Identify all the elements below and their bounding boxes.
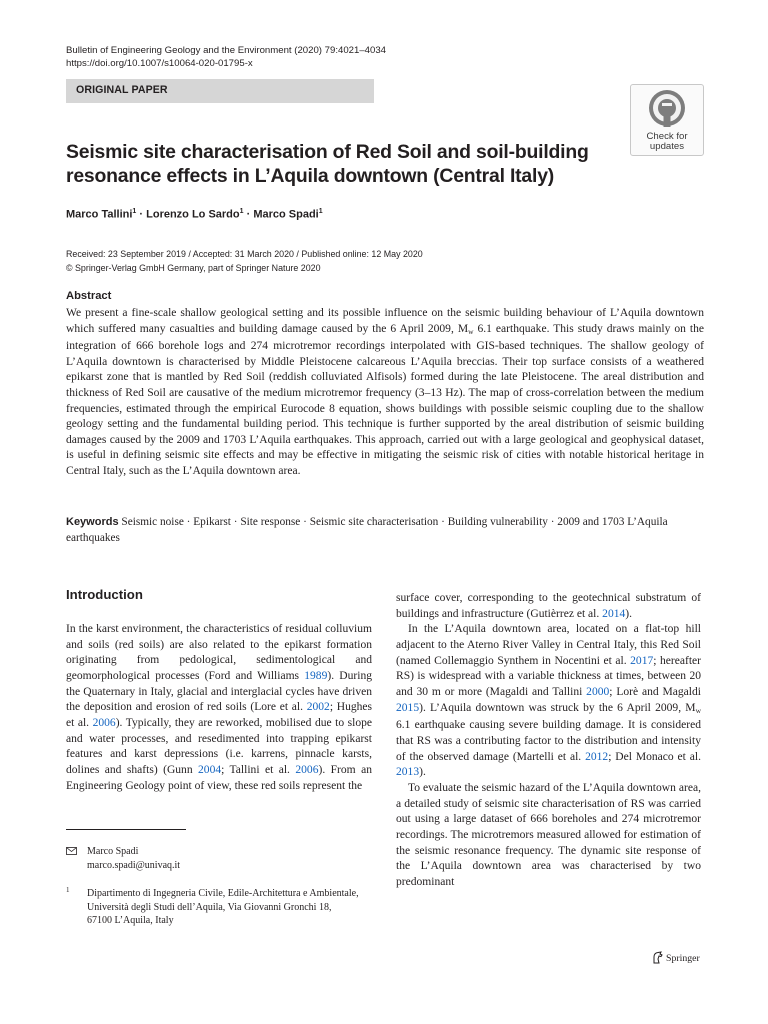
publisher-name: Springer	[666, 953, 700, 964]
citation-link[interactable]: 2013	[396, 766, 420, 779]
footnote-divider	[66, 829, 186, 830]
copyright-icon: ©	[66, 263, 73, 273]
intro-column-right	[396, 591, 701, 890]
citation-link[interactable]: 2002	[306, 701, 330, 714]
contact-email[interactable]: marco.spadi@univaq.it	[87, 859, 181, 871]
intro-paragraph: To evaluate the seismic hazard of the L’Aquila downtown area, a detailed study of seismic site characterisation of RS was carried out using a large dataset of 666 boreholes and 274 microtremor recordings. The microtremors measured allowed for estimation of the seismic resonance frequency. The dynamic site response of the L’Aquila downtown area was characterised by two predominant	[396, 781, 701, 888]
citation-link[interactable]: 2006	[295, 763, 319, 776]
keyword: Site response	[240, 516, 301, 528]
contact-name: Marco Spadi	[87, 846, 139, 857]
doi-link[interactable]: https://doi.org/10.1007/s10064-020-01795-x	[66, 58, 253, 70]
keyword: Seismic site characterisation	[309, 516, 439, 528]
journal-header	[66, 44, 386, 71]
citation-link[interactable]: 2012	[585, 750, 609, 763]
citation-link[interactable]: 2017	[630, 654, 654, 667]
citation-link[interactable]: 2004	[198, 763, 222, 776]
author-name[interactable]: Lorenzo Lo Sardo	[146, 208, 240, 221]
corresponding-author	[66, 845, 180, 873]
keyword: Seismic noise	[121, 516, 184, 528]
envelope-icon	[66, 847, 77, 855]
affiliation: 1 Dipartimento di Ingegneria Civile, Edile-Architettura e Ambientale, Università degli Studi dell’Aquila, Via Giovanni Gronchi 18, 67100 L’Aquila, Italy	[66, 886, 359, 926]
copyright-line: © Springer-Verlag GmbH Germany, part of Springer Nature 2020	[66, 263, 321, 273]
keyword: Building vulnerability	[447, 516, 548, 528]
publication-history	[66, 247, 423, 275]
paper-title: Seismic site characterisation of Red Soil and soil-building resonance effects in L’Aquila downtown (Central Italy)	[66, 141, 589, 187]
check-for-updates-label: Check for updates	[646, 131, 688, 152]
author-name[interactable]: Marco Spadi	[253, 208, 319, 221]
keywords: Keywords Seismic noise · Epikarst · Site response · Seismic site characterisation · Building vulnerability · 2009 and 1703 L’Aquila earthquakes	[66, 516, 668, 544]
citation-link[interactable]: 2015	[396, 701, 420, 714]
affiliation-number: 1	[66, 886, 70, 894]
paper-type-label: ORIGINAL PAPER	[76, 84, 168, 96]
author-affiliation-mark: 1	[318, 208, 323, 215]
dates-line: Received: 23 September 2019 / Accepted: 31 March 2020 / Published online: 12 May 2020	[66, 249, 423, 259]
citation-link[interactable]: 2006	[92, 716, 116, 729]
citation-link[interactable]: 2014	[602, 607, 626, 620]
keyword: 2009 and 1703 L’Aquila earthquakes	[66, 516, 668, 544]
intro-paragraph: In the L’Aquila downtown area, located on a flat-top hill adjacent to the Aterno River Valley in Central Italy, this Red Soil (named Collemaggio Synthem in Nocentini et al. 2017; hereafter RS) is widespread with a variable thickness at times, between 20 and 30 m or more (Magaldi and Tallini 2000; Lorè and Magaldi 2015). L’Aquila downtown was struck by the 6 April 2009, $M_w$ 6.1 earthquake causing severe building damage. It is considered that RS was a contributing factor to the distribution and intensity of the observed damage (Martelli et al. 2012; Del Monaco et al. 2013).	[396, 623, 701, 779]
author-name[interactable]: Marco Tallini	[66, 208, 133, 221]
citation-link[interactable]: 2000	[586, 685, 610, 698]
author-list	[66, 208, 323, 221]
keywords-heading: Keywords	[66, 516, 119, 528]
crossmark-icon	[647, 88, 687, 128]
springer-horse-icon	[652, 951, 664, 964]
publisher-logo	[652, 951, 700, 964]
author-affiliation-mark: 1	[132, 208, 137, 215]
author-separator: ·	[139, 208, 144, 221]
author-affiliation-mark: 1	[239, 208, 244, 215]
journal-citation: Bulletin of Engineering Geology and the Environment (2020) 79:4021–4034	[66, 45, 387, 56]
abstract-heading: Abstract	[66, 290, 112, 302]
citation-link[interactable]: 1989	[304, 669, 328, 682]
intro-paragraph: surface cover, corresponding to the geotechnical substratum of buildings and infrastructure (Gutièrrez et al. 2014).	[396, 592, 701, 620]
abstract-text: We present a fine-scale shallow geological setting and its possible influence on the seismic building behaviour of L’Aquila downtown which suffered many casualties and building damage caused by the 6 April 2009, $M_w$ 6.1 earthquake. This study draws mainly on the integration of 666 borehole logs and 274 microtremor recordings interpolated with GIS-based techniques. The shallow geology of L’Aquila downtown is characterised by Middle Pleistocene calcareous L’Aquila breccias. Their top surface consists of a weathered epikarst zone that is mantled by Red Soil (reddish colluviated Alfisols) formed during the late Pleistocene. The areal distribution and thickness of Red Soil are causative of the medium microtremor frequency (3–13 Hz). The map of cross-correlation between the medium frequencies, estimated through the empirical Eurocode 8 equation, shows buildings with possible seismic coupling due to the shallow geology setting and the fundamental building period. This technique is further supported by the areal distribution of seismic building damages caused by the 2009 and 1703 L’Aquila earthquakes. This approach, carried out with a large geological and geophysical dataset, is useful in defining seismic site effects and may be effective in mitigating the seismic risk of cities with notable historical heritage in Central Italy, such as the L’Aquila downtown area.	[66, 307, 705, 477]
keyword: Epikarst	[193, 516, 231, 528]
author-separator: ·	[246, 208, 251, 221]
introduction-heading: Introduction	[66, 587, 143, 602]
paper-type-banner	[66, 79, 374, 103]
check-for-updates-button[interactable]	[630, 84, 704, 156]
intro-column-left: In the karst environment, the characteristics of residual colluvium and soils (red soils) are also related to the epikarst formation originating from pedological, sedimentological and geomorphological processes (Ford and Williams 1989). During the Quaternary in Italy, glacial and interglacial cycles have driven the deposition and erosion of red soils (Lore et al. 2002; Hughes et al. 2006). Typically, they are reworked, mobilised due to slope and water processes, and resedimented into trapping epikarst features and karst depressions (i.e. karrens, pinnacle karsts, dolines and shafts) (Gunn 2004; Tallini et al. 2006). From an Engineering Geology point of view, these red soils represent the	[66, 623, 373, 792]
